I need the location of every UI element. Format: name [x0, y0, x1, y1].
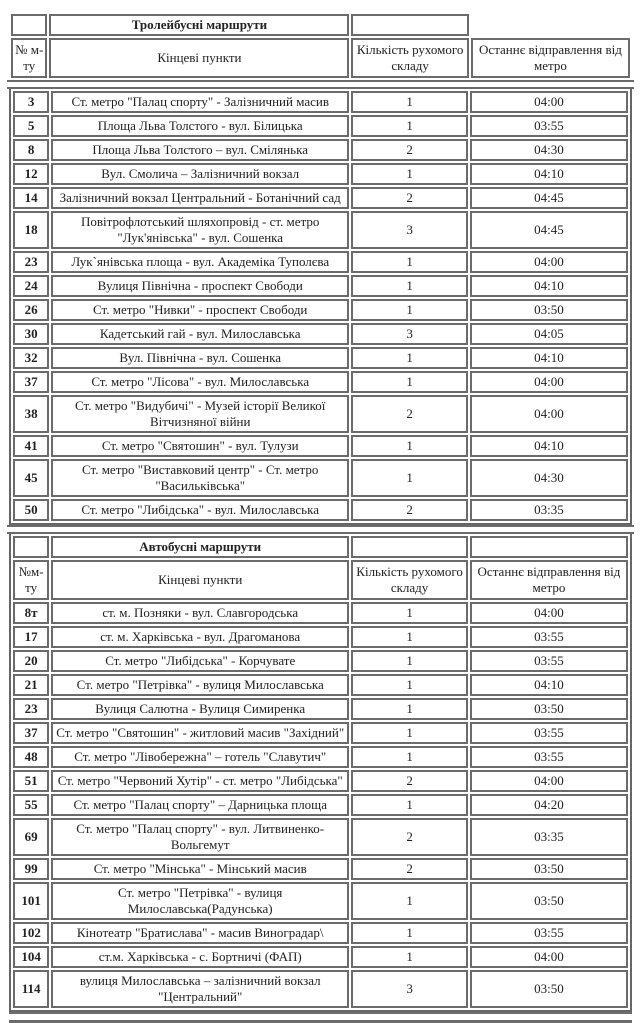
route-endpoints: Ст. метро "Святошин" - вул. Тулузи	[51, 435, 349, 457]
table-row	[13, 698, 628, 720]
table-row	[13, 91, 628, 113]
route-number: 8	[13, 139, 49, 161]
route-endpoints: Ст. метро "Виставковий центр" - Ст. метро "Васильківська"	[51, 459, 349, 497]
route-endpoints: Ст. метро "Петрівка" - вулиця Милославська(Радунська)	[51, 882, 349, 920]
route-endpoints: Ст. метро "Святошин" - житловий масив "Західний"	[51, 722, 349, 744]
last-departure-time: 03:55	[470, 746, 628, 768]
trolleybus-section-title: Тролейбусні маршрути	[49, 14, 349, 36]
last-departure-time: 04:45	[470, 187, 628, 209]
route-number: 26	[13, 299, 49, 321]
table-row	[13, 626, 628, 648]
table-row	[13, 499, 628, 521]
last-departure-time: 04:10	[470, 435, 628, 457]
route-endpoints: Ст. метро "Лівобережна" – готель "Славутич"	[51, 746, 349, 768]
route-endpoints: Ст. метро "Нивки" - проспект Свободи	[51, 299, 349, 321]
header-vehicle-count: Кількість рухомого складу	[351, 560, 468, 600]
routes-document	[9, 12, 632, 1023]
table-row	[13, 211, 628, 249]
last-departure-time: 04:10	[470, 163, 628, 185]
vehicle-count: 1	[351, 275, 468, 297]
bus-title-row	[13, 536, 628, 558]
route-number: 18	[13, 211, 49, 249]
table-row	[13, 187, 628, 209]
vehicle-count: 1	[351, 251, 468, 273]
header-last-departure: Останнє відправлення від метро	[470, 560, 628, 600]
table-row	[13, 139, 628, 161]
route-endpoints: Площа Льва Толстого - вул. Білицька	[51, 115, 349, 137]
last-departure-time: 03:35	[470, 818, 628, 856]
vehicle-count: 1	[351, 946, 468, 968]
header-route-number: № м-ту	[11, 38, 47, 78]
table-row	[13, 163, 628, 185]
bus-rows	[13, 602, 628, 1008]
table-row	[13, 650, 628, 672]
table-row	[13, 882, 628, 920]
vehicle-count: 1	[351, 435, 468, 457]
table-row	[13, 371, 628, 393]
route-endpoints: Ст. метро "Либідська" - вул. Милославська	[51, 499, 349, 521]
header-route-number: №м-ту	[13, 560, 49, 600]
last-departure-time: 03:55	[470, 115, 628, 137]
route-number: 21	[13, 674, 49, 696]
vehicle-count: 1	[351, 722, 468, 744]
vehicle-count: 1	[351, 922, 468, 944]
vehicle-count: 3	[351, 211, 468, 249]
route-number: 14	[13, 187, 49, 209]
route-number: 20	[13, 650, 49, 672]
route-number: 45	[13, 459, 49, 497]
route-number: 24	[13, 275, 49, 297]
table-row	[13, 347, 628, 369]
route-endpoints: Кадетський гай - вул. Милославська	[51, 323, 349, 345]
route-endpoints: Вул. Північна - вул. Сошенка	[51, 347, 349, 369]
last-departure-time: 04:00	[470, 371, 628, 393]
route-number: 32	[13, 347, 49, 369]
route-endpoints: Повітрофлотський шляхопровід - ст. метро "Лук'янівська" - вул. Сошенка	[51, 211, 349, 249]
last-departure-time: 03:50	[470, 970, 628, 1008]
title-empty-space	[471, 14, 630, 36]
route-endpoints: Ст. метро "Мінська" - Мінський масив	[51, 858, 349, 880]
table-row	[13, 115, 628, 137]
route-endpoints: Ст. метро "Лісова" - вул. Милославська	[51, 371, 349, 393]
table-row	[13, 946, 628, 968]
table-row	[13, 299, 628, 321]
last-departure-time: 04:20	[470, 794, 628, 816]
vehicle-count: 2	[351, 395, 468, 433]
vehicle-count: 2	[351, 139, 468, 161]
last-departure-time: 03:50	[470, 299, 628, 321]
last-departure-time: 04:00	[470, 946, 628, 968]
table-row	[13, 970, 628, 1008]
title-blank-cell	[351, 536, 468, 558]
vehicle-count: 1	[351, 347, 468, 369]
route-endpoints: ст.м. Харківська - с. Бортничі (ФАП)	[51, 946, 349, 968]
last-departure-time: 04:10	[470, 275, 628, 297]
trolleybus-routes-table	[9, 12, 632, 80]
trolleybus-header-row	[11, 38, 630, 78]
last-departure-time: 04:30	[470, 459, 628, 497]
table-row	[13, 395, 628, 433]
vehicle-count: 1	[351, 91, 468, 113]
table-row	[13, 275, 628, 297]
table-row	[13, 770, 628, 792]
section-divider	[7, 80, 634, 89]
route-number: 8т	[13, 602, 49, 624]
last-departure-time: 03:50	[470, 882, 628, 920]
route-endpoints: Ст. метро "Петрівка" - вулиця Милославська	[51, 674, 349, 696]
last-departure-time: 04:10	[470, 674, 628, 696]
title-blank-cell	[13, 536, 49, 558]
last-departure-time: 04:00	[470, 395, 628, 433]
route-number: 41	[13, 435, 49, 457]
table-row	[13, 922, 628, 944]
vehicle-count: 2	[351, 818, 468, 856]
route-number: 12	[13, 163, 49, 185]
route-number: 23	[13, 698, 49, 720]
route-number: 51	[13, 770, 49, 792]
route-endpoints: Площа Льва Толстого – вул. Смілянька	[51, 139, 349, 161]
route-number: 99	[13, 858, 49, 880]
route-number: 30	[13, 323, 49, 345]
vehicle-count: 1	[351, 163, 468, 185]
route-endpoints: Ст. метро "Палац спорту" - Залізничний масив	[51, 91, 349, 113]
last-departure-time: 03:55	[470, 626, 628, 648]
trolleybus-rows	[13, 91, 628, 521]
route-endpoints: Вулиця Північна - проспект Свободи	[51, 275, 349, 297]
vehicle-count: 1	[351, 299, 468, 321]
table-row	[13, 602, 628, 624]
table-bottom-border	[9, 1012, 632, 1023]
route-number: 102	[13, 922, 49, 944]
table-row	[13, 746, 628, 768]
vehicle-count: 1	[351, 882, 468, 920]
route-endpoints: Ст. метро "Палац спорту" - вул. Литвиненко-Вольгемут	[51, 818, 349, 856]
vehicle-count: 1	[351, 115, 468, 137]
header-endpoints: Кінцеві пункти	[49, 38, 349, 78]
route-number: 50	[13, 499, 49, 521]
title-blank-cell	[351, 14, 469, 36]
route-endpoints: Ст. метро "Палац спорту" – Дарницька площа	[51, 794, 349, 816]
route-endpoints: вулиця Милославська – залізничний вокзал "Центральний"	[51, 970, 349, 1008]
table-row	[13, 818, 628, 856]
route-endpoints: ст. м. Позняки - вул. Славгородська	[51, 602, 349, 624]
vehicle-count: 1	[351, 746, 468, 768]
last-departure-time: 03:55	[470, 722, 628, 744]
last-departure-time: 04:00	[470, 91, 628, 113]
route-number: 69	[13, 818, 49, 856]
route-number: 5	[13, 115, 49, 137]
bus-header-row	[13, 560, 628, 600]
bus-section-title: Автобусні маршрути	[51, 536, 349, 558]
vehicle-count: 2	[351, 499, 468, 521]
last-departure-time: 03:35	[470, 499, 628, 521]
last-departure-time: 04:10	[470, 347, 628, 369]
table-row	[13, 251, 628, 273]
last-departure-time: 03:50	[470, 698, 628, 720]
route-number: 114	[13, 970, 49, 1008]
vehicle-count: 3	[351, 970, 468, 1008]
last-departure-time: 03:50	[470, 858, 628, 880]
route-number: 38	[13, 395, 49, 433]
route-number: 101	[13, 882, 49, 920]
route-endpoints: Ст. метро "Либідська" - Корчувате	[51, 650, 349, 672]
route-endpoints: ст. м. Харківська - вул. Драгоманова	[51, 626, 349, 648]
route-endpoints: Залізничний вокзал Центральний - Ботанічний сад	[51, 187, 349, 209]
table-row	[13, 435, 628, 457]
last-departure-time: 03:55	[470, 650, 628, 672]
table-row	[13, 459, 628, 497]
header-last-departure: Останнє відправлення від метро	[471, 38, 630, 78]
vehicle-count: 1	[351, 371, 468, 393]
vehicle-count: 1	[351, 650, 468, 672]
last-departure-time: 04:30	[470, 139, 628, 161]
vehicle-count: 2	[351, 187, 468, 209]
header-endpoints: Кінцеві пункти	[51, 560, 349, 600]
table-row	[13, 794, 628, 816]
route-number: 55	[13, 794, 49, 816]
table-row	[13, 858, 628, 880]
route-endpoints: Вулиця Салютна - Вулиця Симиренка	[51, 698, 349, 720]
vehicle-count: 1	[351, 794, 468, 816]
last-departure-time: 04:00	[470, 770, 628, 792]
trolleybus-title-row	[11, 14, 630, 36]
vehicle-count: 1	[351, 459, 468, 497]
last-departure-time: 03:55	[470, 922, 628, 944]
route-number: 17	[13, 626, 49, 648]
vehicle-count: 2	[351, 770, 468, 792]
vehicle-count: 2	[351, 858, 468, 880]
vehicle-count: 1	[351, 674, 468, 696]
route-number: 23	[13, 251, 49, 273]
route-endpoints: Кінотеатр "Братислава" - масив Виноградар\	[51, 922, 349, 944]
vehicle-count: 3	[351, 323, 468, 345]
last-departure-time: 04:45	[470, 211, 628, 249]
table-row	[13, 674, 628, 696]
title-blank-cell	[470, 536, 628, 558]
vehicle-count: 1	[351, 626, 468, 648]
section-divider	[7, 525, 634, 534]
title-blank-cell	[11, 14, 47, 36]
route-endpoints: Ст. метро "Червоний Хутір" - ст. метро "Либідська"	[51, 770, 349, 792]
header-vehicle-count: Кількість рухомого складу	[351, 38, 469, 78]
vehicle-count: 1	[351, 602, 468, 624]
route-number: 37	[13, 722, 49, 744]
route-endpoints: Лук`янівська площа - вул. Академіка Туполєва	[51, 251, 349, 273]
last-departure-time: 04:05	[470, 323, 628, 345]
route-endpoints: Вул. Смолича – Залізничний вокзал	[51, 163, 349, 185]
route-number: 3	[13, 91, 49, 113]
table-row	[13, 323, 628, 345]
route-endpoints: Ст. метро "Видубичі" - Музей історії Великої Вітчизняної війни	[51, 395, 349, 433]
vehicle-count: 1	[351, 698, 468, 720]
route-number: 48	[13, 746, 49, 768]
route-number: 104	[13, 946, 49, 968]
last-departure-time: 04:00	[470, 602, 628, 624]
table-row	[13, 722, 628, 744]
trolleybus-rows-table	[9, 89, 632, 525]
last-departure-time: 04:00	[470, 251, 628, 273]
bus-routes-table	[9, 534, 632, 1012]
route-number: 37	[13, 371, 49, 393]
